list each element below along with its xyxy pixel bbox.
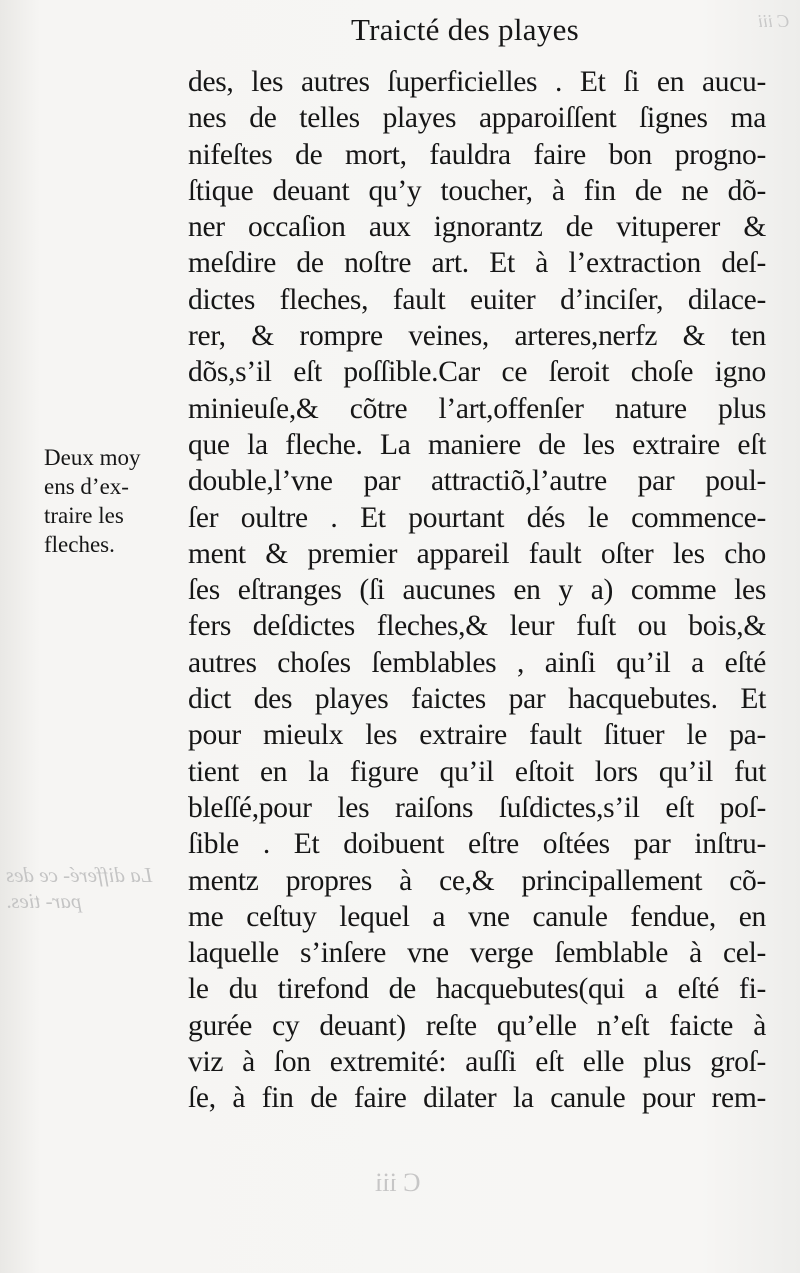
text-line: meſdire de noſtre art. Et à l’extraction deſ- — [188, 247, 766, 280]
text-line: ſible . Et doibuent eſtre oſtées par inſtru- — [188, 828, 766, 861]
text-line: le du tirefond de hacquebutes(qui a eſté fi- — [188, 973, 766, 1006]
text-line: laquelle s’inſere vne verge ſemblable à cel- — [188, 937, 766, 970]
text-line: pour mieulx les extraire fault ſituer le pa- — [188, 719, 766, 752]
text-line: des, les autres ſuperficielles . Et ſi en aucu- — [188, 66, 766, 98]
text-line: dõs,s’il eſt poſſible.Car ce ſeroit choſe igno — [188, 356, 766, 389]
running-header: Traicté des playes — [350, 12, 580, 47]
text-line: mentz propres à ce,& principallement cõ- — [188, 864, 766, 897]
text-line: viz à ſon extremité: auſſi eſt elle plus groſ- — [188, 1046, 766, 1079]
text-line: dictes fleches, fault euiter d’inciſer, dilace- — [188, 283, 766, 316]
text-line: ſe, à fin de faire dilater la canule pour rem- — [188, 1082, 766, 1115]
margin-note-line: fleches. — [44, 532, 115, 557]
text-line: double,l’vne par attractiõ,l’autre par poul- — [188, 465, 766, 498]
text-line: autres choſes ſemblables , ainſi qu’il a eſté — [188, 646, 766, 679]
margin-note-line: Deux moy — [44, 445, 141, 470]
bleed-through-top: C iii — [758, 11, 790, 31]
text-line: nifeſtes de mort, fauldra faire bon progno- — [188, 138, 766, 171]
text-line: tient en la figure qu’il eſtoit lors qu’il fut — [188, 755, 766, 788]
bleed-through-margin-note: La differé- ce des par- ties. — [6, 863, 153, 913]
text-line: nes de telles playes apparoiſſent ſignes ma — [188, 102, 766, 135]
text-line: que la fleche. La maniere de les extraire eſt — [188, 428, 766, 461]
text-line: me ceſtuy lequel a vne canule fendue, en — [188, 900, 766, 933]
text-line: gurée cy deuant) reſte qu’elle n’eſt faicte à — [188, 1009, 766, 1042]
text-line: rer, & rompre veines, arteres,nerfz & ten — [188, 320, 766, 353]
text-line: ment & premier appareil fault oſter les cho — [188, 537, 766, 570]
text-line: minieuſe,& cõtre l’art,offenſer nature plus — [188, 392, 766, 425]
body-text — [188, 64, 766, 1117]
text-line: ſes eſtranges (ſi aucunes en y a) comme les — [188, 574, 766, 607]
margin-note-line: ens d’ex- — [44, 474, 129, 499]
text-line: ner occaſion aux ignorantz de vituperer & — [188, 211, 766, 244]
text-line: ſer oultre . Et pourtant dés le commence- — [188, 501, 766, 534]
bleed-through-signature: C iii — [375, 1168, 421, 1197]
text-line: dict des playes faictes par hacquebutes. Et — [188, 683, 766, 716]
text-line: bleſſé,pour les raiſons ſuſdictes,s’il eſt poſ- — [188, 791, 766, 824]
margin-note — [44, 443, 180, 559]
margin-note-line: traire les — [44, 503, 124, 528]
text-line: fers deſdictes fleches,& leur fuſt ou bois,& — [188, 610, 766, 643]
text-line: ſtique deuant qu’y toucher, à fin de ne dõ- — [188, 174, 766, 207]
